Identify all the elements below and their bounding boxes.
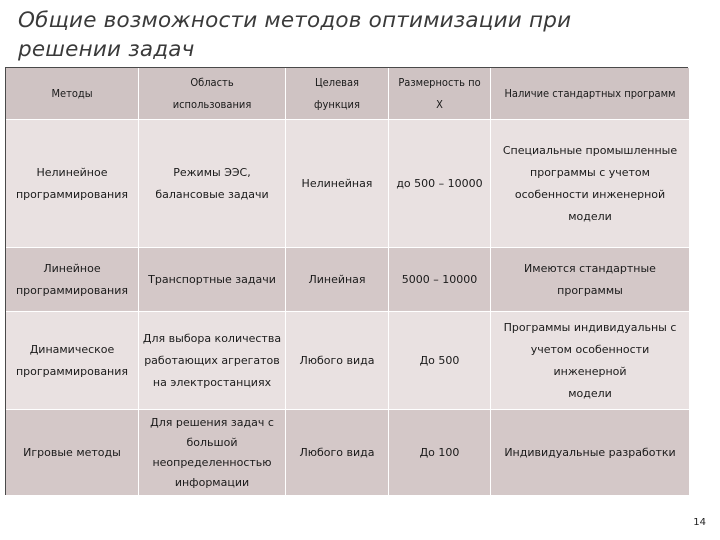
- table-row: [6, 248, 690, 312]
- cell-method: Линейное программирования: [6, 248, 139, 312]
- slide-title-line-2: решении задач: [18, 37, 195, 62]
- header-target-function: Целевая функция: [286, 68, 389, 120]
- slide-title-line-1: Общие возможности методов оптимизации при: [18, 8, 572, 33]
- cell-dimension: до 500 – 10000: [389, 120, 491, 248]
- page-number: 14: [693, 517, 706, 528]
- cell-method: Динамическое программирования: [6, 312, 139, 410]
- table-row: [6, 410, 690, 496]
- cell-target-function: Нелинейная: [286, 120, 389, 248]
- cell-area: Для выбора количества работающих агрегатов на электростанциях: [139, 312, 286, 410]
- cell-programs: Индивидуальные разработки: [491, 410, 690, 496]
- cell-target-function: Линейная: [286, 248, 389, 312]
- header-standard-programs: Наличие стандартных программ: [491, 68, 690, 120]
- methods-comparison-table: [5, 67, 690, 496]
- cell-dimension: До 500: [389, 312, 491, 410]
- table-left-border: [5, 67, 6, 495]
- header-area: Область использования: [139, 68, 286, 120]
- table-top-border: [5, 67, 688, 68]
- cell-dimension: До 100: [389, 410, 491, 496]
- header-methods: Методы: [6, 68, 139, 120]
- header-dimension: Размерность по Х: [389, 68, 491, 120]
- cell-area: Для решения задач с большой неопределенностью информации: [139, 410, 286, 496]
- cell-programs: Программы индивидуальны с учетом особенности инженерной модели: [491, 312, 690, 410]
- cell-target-function: Любого вида: [286, 312, 389, 410]
- cell-target-function: Любого вида: [286, 410, 389, 496]
- table-row: [6, 312, 690, 410]
- slide-title: [18, 6, 698, 64]
- cell-programs: Имеются стандартные программы: [491, 248, 690, 312]
- cell-area: Транспортные задачи: [139, 248, 286, 312]
- table-header-row: [6, 68, 690, 120]
- cell-method: Нелинейное программирования: [6, 120, 139, 248]
- table-row: [6, 120, 690, 248]
- cell-area: Режимы ЭЭС, балансовые задачи: [139, 120, 286, 248]
- cell-dimension: 5000 – 10000: [389, 248, 491, 312]
- cell-programs: Специальные промышленные программы с учетом особенности инженерной модели: [491, 120, 690, 248]
- cell-method: Игровые методы: [6, 410, 139, 496]
